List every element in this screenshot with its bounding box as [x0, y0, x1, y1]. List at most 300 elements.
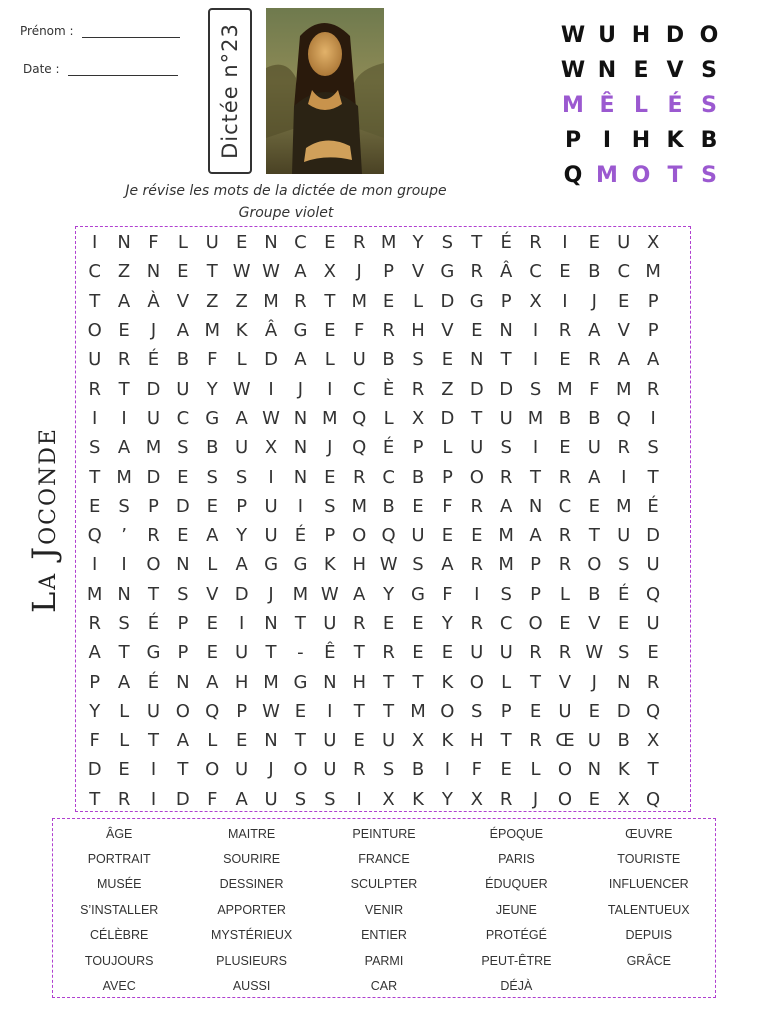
grid-cell[interactable]: A	[441, 554, 454, 576]
grid-cell[interactable]: T	[471, 407, 483, 429]
grid-cell[interactable]: B	[588, 407, 601, 429]
grid-cell[interactable]: I	[532, 437, 539, 459]
grid-cell[interactable]: M	[615, 378, 632, 400]
grid-cell[interactable]: Q	[352, 437, 367, 459]
grid-cell[interactable]: D	[146, 378, 161, 400]
grid-cell[interactable]: H	[411, 320, 425, 342]
grid-cell[interactable]: N	[528, 495, 543, 517]
grid-cell[interactable]: N	[264, 232, 278, 254]
grid-cell[interactable]: U	[646, 554, 660, 576]
grid-cell[interactable]: B	[617, 730, 630, 752]
grid-cell[interactable]: F	[354, 320, 365, 342]
grid-cell[interactable]: W	[262, 700, 280, 722]
grid-cell[interactable]: G	[293, 320, 308, 342]
grid-cell[interactable]: S	[382, 759, 395, 781]
grid-cell[interactable]: R	[558, 554, 572, 576]
grid-cell[interactable]: N	[587, 759, 602, 781]
grid-cell[interactable]: X	[617, 788, 630, 810]
grid-cell[interactable]: Q	[381, 525, 396, 547]
grid-cell[interactable]: R	[646, 671, 660, 693]
grid-cell[interactable]: U	[587, 437, 601, 459]
grid-cell[interactable]: A	[294, 261, 307, 283]
grid-cell[interactable]: É	[147, 613, 160, 634]
grid-cell[interactable]: Q	[205, 700, 220, 722]
grid-cell[interactable]: E	[206, 613, 218, 634]
grid-cell[interactable]: P	[441, 466, 453, 488]
grid-cell[interactable]: R	[558, 466, 572, 488]
grid-cell[interactable]: A	[206, 671, 219, 693]
grid-cell[interactable]: E	[559, 349, 571, 371]
grid-cell[interactable]: W	[262, 407, 280, 429]
grid-cell[interactable]: G	[440, 261, 455, 283]
grid-cell[interactable]: A	[117, 290, 131, 312]
grid-cell[interactable]: V	[441, 320, 454, 342]
grid-cell[interactable]: X	[411, 730, 425, 752]
grid-cell[interactable]: B	[382, 349, 395, 371]
grid-cell[interactable]: Â	[264, 320, 278, 342]
grid-cell[interactable]: W	[232, 261, 251, 283]
grid-cell[interactable]: E	[177, 525, 189, 547]
grid-cell[interactable]: U	[323, 613, 337, 634]
grid-cell[interactable]: ’	[121, 525, 127, 547]
grid-cell[interactable]: E	[618, 290, 630, 312]
grid-cell[interactable]: E	[588, 495, 601, 517]
grid-cell[interactable]: E	[324, 320, 336, 342]
grid-cell[interactable]: S	[412, 349, 424, 371]
grid-cell[interactable]: E	[235, 730, 248, 752]
grid-cell[interactable]: H	[470, 730, 484, 752]
grid-cell[interactable]: A	[235, 407, 248, 429]
grid-cell[interactable]: M	[645, 261, 661, 283]
grid-cell[interactable]: E	[412, 495, 424, 517]
grid-cell[interactable]: D	[646, 525, 661, 547]
grid-cell[interactable]: Y	[412, 232, 424, 254]
grid-cell[interactable]: B	[382, 495, 395, 517]
grid-cell[interactable]: T	[89, 466, 101, 488]
grid-cell[interactable]: V	[588, 613, 601, 634]
grid-cell[interactable]: O	[528, 613, 543, 634]
grid-cell[interactable]: D	[175, 788, 190, 810]
grid-cell[interactable]: L	[236, 349, 247, 371]
grid-cell[interactable]: U	[323, 730, 337, 752]
grid-cell[interactable]: M	[527, 407, 544, 429]
grid-cell[interactable]: I	[268, 378, 274, 400]
grid-cell[interactable]: P	[412, 437, 424, 459]
grid-cell[interactable]: Q	[352, 407, 367, 429]
grid-cell[interactable]: I	[150, 759, 157, 781]
grid-cell[interactable]: S	[235, 466, 248, 488]
grid-cell[interactable]: K	[323, 554, 336, 576]
grid-cell[interactable]: N	[146, 261, 161, 283]
grid-cell[interactable]: E	[588, 788, 601, 810]
grid-cell[interactable]: R	[117, 349, 131, 371]
grid-cell[interactable]: R	[382, 642, 395, 664]
grid-cell[interactable]: A	[646, 349, 660, 371]
grid-cell[interactable]: S	[618, 554, 630, 576]
grid-cell[interactable]: L	[119, 730, 130, 752]
grid-cell[interactable]: U	[470, 437, 484, 459]
grid-cell[interactable]: É	[294, 525, 307, 547]
grid-cell[interactable]: E	[471, 525, 483, 547]
grid-cell[interactable]: I	[532, 320, 539, 342]
grid-cell[interactable]: T	[353, 642, 365, 664]
grid-cell[interactable]: I	[562, 232, 568, 254]
grid-cell[interactable]: F	[589, 378, 600, 400]
grid-cell[interactable]: A	[235, 554, 248, 576]
grid-cell[interactable]: R	[499, 466, 513, 488]
grid-cell[interactable]: H	[352, 554, 366, 576]
grid-cell[interactable]: T	[147, 730, 159, 752]
grid-cell[interactable]: E	[118, 320, 130, 342]
grid-cell[interactable]: G	[469, 290, 484, 312]
grid-cell[interactable]: E	[382, 290, 395, 312]
grid-cell[interactable]: I	[562, 290, 568, 312]
grid-cell[interactable]: Q	[87, 525, 102, 547]
grid-cell[interactable]: R	[352, 466, 366, 488]
grid-cell[interactable]: E	[235, 232, 248, 254]
grid-cell[interactable]: R	[617, 437, 630, 459]
grid-cell[interactable]: K	[441, 730, 454, 752]
grid-cell[interactable]: U	[617, 525, 631, 547]
grid-cell[interactable]: W	[320, 583, 339, 605]
grid-cell[interactable]: C	[176, 407, 190, 429]
grid-cell[interactable]: X	[323, 261, 336, 283]
grid-cell[interactable]: E	[441, 349, 454, 371]
grid-cell[interactable]: N	[117, 232, 131, 254]
grid-cell[interactable]: S	[529, 378, 542, 400]
grid-cell[interactable]: O	[469, 466, 484, 488]
grid-cell[interactable]: N	[293, 437, 308, 459]
grid-cell[interactable]: Q	[646, 583, 661, 605]
grid-cell[interactable]: P	[236, 495, 248, 517]
grid-cell[interactable]: O	[293, 759, 308, 781]
grid-cell[interactable]: É	[500, 232, 512, 254]
grid-cell[interactable]: M	[410, 700, 426, 722]
grid-cell[interactable]: D	[234, 583, 249, 605]
grid-cell[interactable]: L	[207, 730, 218, 752]
grid-cell[interactable]: I	[327, 378, 333, 400]
grid-cell[interactable]: J	[591, 671, 597, 693]
grid-cell[interactable]: V	[558, 671, 572, 693]
grid-cell[interactable]: L	[177, 232, 188, 254]
grid-cell[interactable]: C	[352, 378, 366, 400]
grid-cell[interactable]: Z	[206, 290, 219, 312]
grid-cell[interactable]: R	[588, 349, 601, 371]
grid-cell[interactable]: W	[379, 554, 398, 576]
grid-cell[interactable]: I	[92, 554, 98, 576]
grid-cell[interactable]: F	[148, 232, 159, 254]
grid-cell[interactable]: H	[352, 671, 366, 693]
grid-cell[interactable]: T	[118, 378, 130, 400]
grid-cell[interactable]: D	[87, 759, 102, 781]
grid-cell[interactable]: P	[236, 700, 248, 722]
grid-cell[interactable]: A	[176, 320, 190, 342]
grid-cell[interactable]: Q	[646, 788, 661, 810]
grid-cell[interactable]: G	[293, 671, 308, 693]
grid-cell[interactable]: P	[324, 525, 336, 547]
grid-cell[interactable]: T	[471, 232, 483, 254]
grid-cell[interactable]: S	[177, 583, 189, 605]
grid-cell[interactable]: R	[294, 290, 307, 312]
grid-cell[interactable]: N	[499, 320, 513, 342]
grid-cell[interactable]: V	[617, 320, 630, 342]
grid-cell[interactable]: F	[207, 788, 218, 810]
grid-cell[interactable]: T	[647, 759, 659, 781]
grid-cell[interactable]: T	[206, 261, 218, 283]
grid-cell[interactable]: E	[500, 759, 512, 781]
grid-cell[interactable]: U	[617, 232, 631, 254]
grid-cell[interactable]: M	[351, 290, 367, 312]
grid-cell[interactable]: U	[146, 700, 161, 722]
grid-cell[interactable]: O	[352, 525, 367, 547]
grid-cell[interactable]: T	[383, 671, 395, 693]
grid-cell[interactable]: T	[383, 700, 395, 722]
grid-cell[interactable]: R	[558, 525, 572, 547]
grid-cell[interactable]: T	[89, 290, 101, 312]
grid-cell[interactable]: F	[471, 759, 482, 781]
grid-cell[interactable]: S	[441, 232, 454, 254]
grid-cell[interactable]: M	[263, 290, 279, 312]
grid-cell[interactable]: N	[616, 671, 631, 693]
grid-cell[interactable]: Œ	[555, 730, 575, 752]
grid-cell[interactable]: I	[474, 583, 480, 605]
grid-cell[interactable]: Q	[616, 407, 631, 429]
grid-cell[interactable]: A	[176, 730, 190, 752]
grid-cell[interactable]: É	[147, 349, 160, 371]
grid-cell[interactable]: T	[412, 671, 424, 693]
grid-cell[interactable]: Z	[441, 378, 454, 400]
grid-cell[interactable]: U	[499, 407, 513, 429]
grid-cell[interactable]: A	[88, 642, 101, 664]
grid-cell[interactable]: M	[322, 407, 338, 429]
grid-cell[interactable]: W	[262, 261, 280, 283]
grid-cell[interactable]: N	[264, 730, 278, 752]
grid-cell[interactable]: E	[471, 320, 483, 342]
grid-cell[interactable]: B	[411, 759, 425, 781]
grid-cell[interactable]: T	[500, 730, 512, 752]
grid-cell[interactable]: N	[323, 671, 337, 693]
grid-cell[interactable]: S	[324, 788, 336, 810]
grid-cell[interactable]: -	[297, 642, 304, 664]
grid-cell[interactable]: O	[175, 700, 190, 722]
grid-cell[interactable]: M	[116, 466, 132, 488]
grid-cell[interactable]: R	[529, 232, 542, 254]
grid-cell[interactable]: C	[558, 495, 572, 517]
grid-cell[interactable]: A	[117, 671, 131, 693]
grid-cell[interactable]: E	[559, 261, 571, 283]
grid-cell[interactable]: K	[235, 320, 248, 342]
grid-cell[interactable]: A	[588, 466, 601, 488]
grid-cell[interactable]: U	[235, 642, 249, 664]
grid-cell[interactable]: G	[293, 554, 308, 576]
grid-cell[interactable]: E	[324, 232, 336, 254]
grid-cell[interactable]: M	[263, 671, 279, 693]
grid-cell[interactable]: E	[647, 642, 659, 664]
grid-cell[interactable]: E	[588, 232, 601, 254]
grid-cell[interactable]: Z	[117, 261, 131, 283]
grid-cell[interactable]: E	[529, 700, 542, 722]
grid-cell[interactable]: P	[530, 554, 541, 576]
grid-cell[interactable]: R	[470, 613, 484, 634]
grid-cell[interactable]: T	[147, 583, 159, 605]
grid-cell[interactable]: W	[232, 378, 251, 400]
grid-cell[interactable]: A	[353, 583, 366, 605]
grid-cell[interactable]: B	[588, 261, 601, 283]
grid-cell[interactable]: N	[470, 349, 484, 371]
grid-cell[interactable]: Y	[383, 583, 395, 605]
grid-cell[interactable]: B	[411, 466, 425, 488]
grid-cell[interactable]: R	[411, 378, 425, 400]
grid-cell[interactable]: Z	[235, 290, 248, 312]
grid-cell[interactable]: E	[294, 700, 307, 722]
grid-cell[interactable]: I	[121, 554, 127, 576]
grid-cell[interactable]: J	[297, 378, 304, 400]
grid-cell[interactable]: D	[469, 378, 484, 400]
grid-cell[interactable]: Y	[236, 525, 248, 547]
grid-cell[interactable]: Q	[646, 700, 661, 722]
grid-cell[interactable]: O	[87, 320, 102, 342]
grid-cell[interactable]: P	[89, 671, 101, 693]
grid-cell[interactable]: M	[292, 583, 309, 605]
grid-cell[interactable]: X	[529, 290, 542, 312]
grid-cell[interactable]: F	[89, 730, 100, 752]
grid-cell[interactable]: X	[411, 407, 425, 429]
grid-cell[interactable]: Y	[441, 613, 453, 634]
grid-cell[interactable]: U	[88, 349, 102, 371]
grid-cell[interactable]: D	[175, 495, 190, 517]
grid-cell[interactable]: E	[206, 642, 218, 664]
grid-cell[interactable]: A	[617, 349, 630, 371]
grid-cell[interactable]: L	[383, 407, 394, 429]
grid-cell[interactable]: E	[412, 642, 424, 664]
grid-cell[interactable]: U	[646, 613, 660, 634]
grid-cell[interactable]: L	[412, 290, 423, 312]
grid-cell[interactable]: S	[647, 437, 659, 459]
grid-cell[interactable]: S	[294, 788, 307, 810]
grid-cell[interactable]: P	[647, 320, 659, 342]
grid-cell[interactable]: O	[587, 554, 602, 576]
grid-cell[interactable]: L	[442, 437, 453, 459]
grid-cell[interactable]: S	[118, 495, 130, 517]
grid-cell[interactable]: O	[557, 759, 573, 781]
grid-cell[interactable]: R	[382, 320, 395, 342]
grid-cell[interactable]: B	[588, 583, 601, 605]
grid-cell[interactable]: S	[412, 554, 424, 576]
grid-cell[interactable]: U	[352, 349, 366, 371]
grid-cell[interactable]: U	[382, 730, 396, 752]
grid-cell[interactable]: Y	[206, 378, 218, 400]
grid-cell[interactable]: E	[559, 613, 571, 634]
grid-cell[interactable]: C	[294, 232, 307, 254]
grid-cell[interactable]: R	[529, 642, 542, 664]
grid-cell[interactable]: S	[206, 466, 218, 488]
grid-cell[interactable]: D	[499, 378, 514, 400]
grid-cell[interactable]: N	[293, 407, 308, 429]
grid-cell[interactable]: X	[646, 730, 660, 752]
grid-cell[interactable]: P	[500, 700, 512, 722]
grid-cell[interactable]: T	[89, 788, 101, 810]
grid-cell[interactable]: I	[121, 407, 127, 429]
grid-cell[interactable]: E	[618, 613, 630, 634]
grid-cell[interactable]: T	[588, 525, 600, 547]
grid-cell[interactable]: F	[442, 583, 453, 605]
grid-cell[interactable]: A	[529, 525, 542, 547]
grid-cell[interactable]: D	[264, 349, 278, 371]
grid-cell[interactable]: E	[353, 730, 365, 752]
grid-cell[interactable]: S	[324, 495, 336, 517]
grid-cell[interactable]: R	[529, 730, 542, 752]
grid-cell[interactable]: O	[205, 759, 220, 781]
grid-cell[interactable]: F	[442, 495, 453, 517]
grid-cell[interactable]: É	[647, 495, 659, 517]
grid-cell[interactable]: O	[469, 671, 484, 693]
grid-cell[interactable]: U	[205, 232, 219, 254]
grid-cell[interactable]: G	[205, 407, 220, 429]
grid-cell[interactable]: I	[532, 349, 539, 371]
grid-cell[interactable]: R	[470, 495, 484, 517]
grid-cell[interactable]: R	[352, 613, 366, 634]
grid-cell[interactable]: U	[264, 525, 278, 547]
grid-cell[interactable]: T	[530, 466, 542, 488]
grid-cell[interactable]: P	[647, 290, 659, 312]
grid-cell[interactable]: T	[324, 290, 336, 312]
grid-cell[interactable]: U	[411, 525, 425, 547]
grid-cell[interactable]: N	[176, 554, 190, 576]
grid-cell[interactable]: M	[615, 495, 632, 517]
grid-cell[interactable]: G	[411, 583, 425, 605]
grid-cell[interactable]: X	[470, 788, 483, 810]
grid-cell[interactable]: U	[176, 378, 190, 400]
grid-cell[interactable]: A	[235, 788, 248, 810]
grid-cell[interactable]: A	[294, 349, 307, 371]
grid-cell[interactable]: R	[88, 378, 101, 400]
grid-cell[interactable]: C	[499, 613, 513, 634]
grid-cell[interactable]: X	[264, 437, 278, 459]
grid-cell[interactable]: U	[264, 788, 278, 810]
grid-cell[interactable]: V	[206, 583, 219, 605]
grid-cell[interactable]: M	[145, 437, 162, 459]
grid-cell[interactable]: Y	[89, 700, 101, 722]
grid-cell[interactable]: M	[557, 378, 573, 400]
grid-cell[interactable]: E	[412, 613, 424, 634]
grid-cell[interactable]: R	[117, 788, 131, 810]
grid-cell[interactable]: E	[441, 642, 454, 664]
grid-cell[interactable]: R	[470, 261, 484, 283]
grid-cell[interactable]: L	[530, 759, 541, 781]
grid-cell[interactable]: K	[441, 671, 454, 693]
grid-cell[interactable]: E	[206, 495, 218, 517]
grid-cell[interactable]: S	[618, 642, 630, 664]
grid-cell[interactable]: C	[382, 466, 395, 488]
grid-cell[interactable]: U	[323, 759, 337, 781]
grid-cell[interactable]: G	[264, 554, 279, 576]
grid-cell[interactable]: R	[147, 525, 160, 547]
grid-cell[interactable]: À	[147, 290, 160, 312]
grid-cell[interactable]: L	[324, 349, 335, 371]
grid-cell[interactable]: X	[646, 232, 660, 254]
grid-cell[interactable]: U	[264, 495, 278, 517]
grid-cell[interactable]: E	[118, 759, 130, 781]
grid-cell[interactable]: U	[587, 730, 601, 752]
grid-cell[interactable]: S	[471, 700, 483, 722]
grid-cell[interactable]: O	[146, 554, 161, 576]
grid-cell[interactable]: J	[268, 583, 274, 605]
grid-cell[interactable]: J	[356, 261, 362, 283]
grid-cell[interactable]: J	[150, 320, 157, 342]
grid-cell[interactable]: U	[235, 759, 249, 781]
grid-cell[interactable]: T	[353, 700, 365, 722]
grid-cell[interactable]: I	[150, 788, 157, 810]
